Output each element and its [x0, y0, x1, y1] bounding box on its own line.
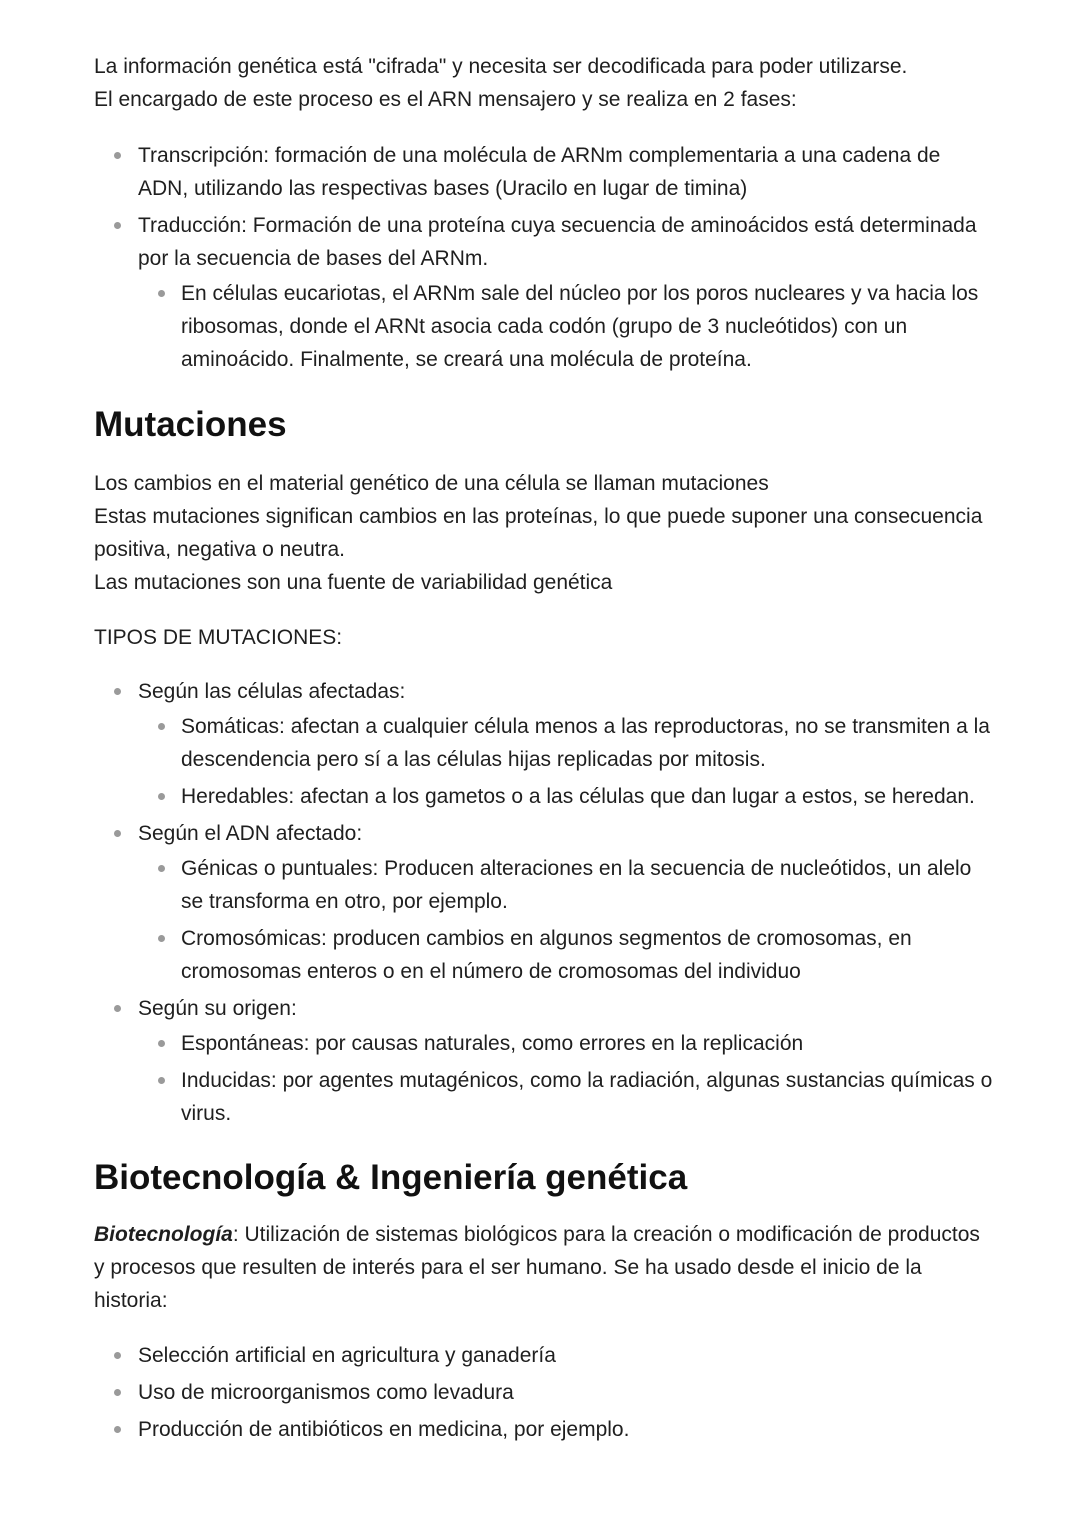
bullet-icon	[114, 688, 121, 695]
bullet-icon	[158, 290, 165, 297]
list-item-text: Inducidas: por agentes mutagénicos, como la radiación, algunas sustancias químicas o virus.	[181, 1069, 993, 1125]
list-item-traduccion	[94, 209, 994, 376]
list-item-text: Traducción: Formación de una proteína cuya secuencia de aminoácidos está determinada por la secuencia de bases del ARNm.	[138, 214, 977, 270]
bullet-icon	[114, 830, 121, 837]
celulas-sublist	[138, 710, 994, 813]
origen-sublist	[138, 1027, 994, 1130]
bullet-icon	[114, 1352, 121, 1359]
list-item-antibioticos	[94, 1413, 994, 1446]
list-item-seleccion	[94, 1339, 994, 1372]
list-item-espontaneas	[138, 1027, 994, 1060]
list-item-text: Heredables: afectan a los gametos o a las células que dan lugar a estos, se heredan.	[181, 785, 975, 808]
bullet-icon	[114, 1389, 121, 1396]
bullet-icon	[158, 723, 165, 730]
mutaciones-line-2: Estas mutaciones significan cambios en las proteínas, lo que puede suponer una consecuencia positiva, negativa o neutra.	[94, 505, 983, 561]
list-item-text: Somáticas: afectan a cualquier célula menos a las reproductoras, no se transmiten a la descendencia pero sí a las células hijas replicadas por mitosis.	[181, 715, 990, 771]
biotecnologia-examples-list	[94, 1339, 994, 1446]
tipos-label: TIPOS DE MUTACIONES:	[94, 626, 343, 649]
mutaciones-line-1: Los cambios en el material genético de una célula se llaman mutaciones	[94, 472, 769, 495]
document-page	[94, 50, 994, 1450]
tipos-list	[94, 675, 994, 1130]
adn-sublist	[138, 852, 994, 988]
intro-paragraph	[94, 50, 994, 116]
list-item-somaticas	[138, 710, 994, 776]
mutaciones-line-3: Las mutaciones son una fuente de variabilidad genética	[94, 571, 613, 594]
intro-line-2: El encargado de este proceso es el ARN mensajero y se realiza en 2 fases:	[94, 88, 797, 111]
bullet-icon	[158, 935, 165, 942]
list-item-text: Uso de microorganismos como levadura	[138, 1381, 514, 1404]
list-item-transcripcion	[94, 139, 994, 205]
list-item-eucariotas	[138, 277, 994, 376]
list-item-text: Selección artificial en agricultura y ganadería	[138, 1344, 556, 1367]
intro-line-1: La información genética está "cifrada" y necesita ser decodificada para poder utilizarse.	[94, 55, 908, 78]
list-item-microorganismos	[94, 1376, 994, 1409]
bullet-icon	[158, 1077, 165, 1084]
biotecnologia-term: Biotecnología	[94, 1223, 233, 1246]
list-item-text: En células eucariotas, el ARNm sale del núcleo por los poros nucleares y va hacia los ribosomas, donde el ARNt asocia cada codón (grupo de 3 nucleótidos) con un aminoácido. Finalmente, se creará una molécula de proteína.	[181, 282, 979, 371]
list-item-text: Producción de antibióticos en medicina, por ejemplo.	[138, 1418, 630, 1441]
heading-mutaciones: Mutaciones	[94, 405, 287, 444]
mutaciones-paragraph	[94, 467, 994, 599]
list-item-text: Cromosómicas: producen cambios en algunos segmentos de cromosomas, en cromosomas enteros o en el número de cromosomas del individuo	[181, 927, 912, 983]
heading-biotecnologia: Biotecnología & Ingeniería genética	[94, 1158, 688, 1197]
list-item-text: Génicas o puntuales: Producen alteraciones en la secuencia de nucleótidos, un alelo se transforma en otro, por ejemplo.	[181, 857, 972, 913]
list-item-origen	[94, 992, 994, 1130]
list-item-genicas	[138, 852, 994, 918]
list-item-inducidas	[138, 1064, 994, 1130]
list-item-text: Espontáneas: por causas naturales, como errores en la replicación	[181, 1032, 804, 1055]
list-item-text: Transcripción: formación de una molécula de ARNm complementaria a una cadena de ADN, utilizando las respectivas bases (Uracilo en lugar de timina)	[138, 144, 941, 200]
list-item-cromosomicas	[138, 922, 994, 988]
list-item-celulas	[94, 675, 994, 813]
list-item-heredables	[138, 780, 994, 813]
bullet-icon	[158, 793, 165, 800]
bullet-icon	[114, 1426, 121, 1433]
biotecnologia-definition: : Utilización de sistemas biológicos para la creación o modificación de productos y procesos que resulten de interés para el ser humano. Se ha usado desde el inicio de la historia:	[94, 1223, 980, 1312]
bullet-icon	[114, 152, 121, 159]
bullet-icon	[158, 1040, 165, 1047]
bullet-icon	[114, 1005, 121, 1012]
bullet-icon	[114, 222, 121, 229]
list-item-text: Según las células afectadas:	[138, 680, 406, 703]
fases-list	[94, 139, 994, 376]
traduccion-sublist	[138, 277, 994, 376]
list-item-text: Según el ADN afectado:	[138, 822, 363, 845]
bullet-icon	[158, 865, 165, 872]
biotecnologia-paragraph	[94, 1218, 994, 1317]
list-item-adn	[94, 817, 994, 988]
list-item-text: Según su origen:	[138, 997, 297, 1020]
